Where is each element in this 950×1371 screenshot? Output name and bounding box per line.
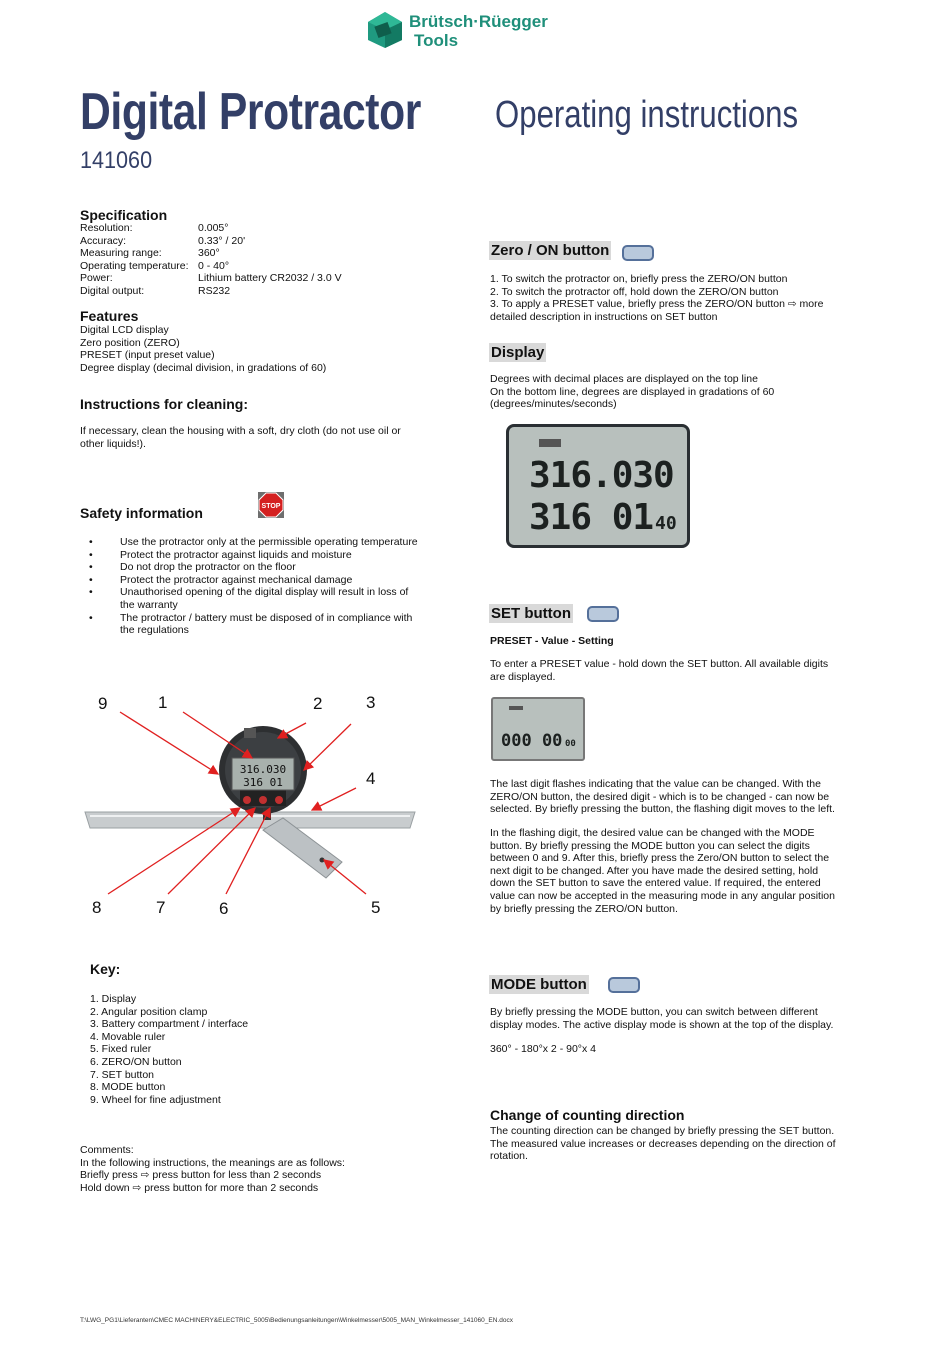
page-subtitle: Operating instructions: [495, 94, 799, 136]
spec-key: Resolution:: [80, 222, 133, 234]
list-item: 8. MODE button: [90, 1081, 166, 1094]
stop-sign-icon: [258, 492, 284, 518]
set-lcd-image: [491, 697, 585, 761]
list-item: • Protect the protractor against liquids and moisture: [80, 549, 425, 562]
list-item: • Unauthorised opening of the digital display will result in loss of the warranty: [80, 586, 425, 611]
set-lcd-seconds: 00: [565, 739, 576, 749]
stop-sign-label: STOP: [261, 503, 281, 510]
page-title: Digital Protractor: [80, 83, 421, 141]
set-lcd-digits: 000 00: [501, 731, 563, 751]
zero-on-heading: Zero / ON button: [491, 242, 610, 259]
list-item: Zero position (ZERO): [80, 336, 180, 349]
set-paragraph-2: The last digit flashes indicating that the value can be changed. With the ZERO/ON button, the desired digit - which is to be changed - can now be selected. By briefly pressing the button, the flashing digit moves to the left.: [490, 778, 835, 816]
list-item: PRESET (input preset value): [80, 349, 215, 362]
display-lcd-image: [506, 424, 690, 548]
spec-row: [80, 260, 440, 273]
spec-value: 0.33° / 20': [198, 234, 246, 247]
diagram-lcd-line1: 316.030: [239, 763, 287, 776]
list-item: 4. Movable ruler: [90, 1030, 166, 1043]
zero-on-button-icon: [622, 245, 654, 261]
callout-8: 8: [92, 898, 102, 917]
footer-path: T:\LWG_PG1\Lieferanten\CMEC MACHINERY&ELECTRIC_5005\Bedienungsanleitungen\Winkelmesser\5005_MAN_Winkelmesser_141060_EN.docx: [80, 1317, 513, 1324]
list-item: 7. SET button: [90, 1068, 155, 1081]
article-number: 141060: [80, 147, 153, 174]
spec-key: Measuring range:: [80, 247, 162, 260]
protractor-diagram: [80, 690, 430, 925]
spec-key: Accuracy:: [80, 234, 127, 247]
callout-2: 2: [313, 694, 323, 713]
spec-row: [80, 272, 440, 285]
set-paragraph-1: To enter a PRESET value - hold down the SET button. All available digits are displayed.: [490, 658, 829, 683]
mode-sequence: 360° - 180°x 2 - 90°x 4: [490, 1043, 596, 1055]
list-item: 6. ZERO/ON button: [90, 1055, 182, 1068]
list-item: 3. Battery compartment / interface: [90, 1018, 249, 1031]
lcd-seconds: 40: [655, 513, 677, 534]
spec-value: RS232: [198, 284, 231, 297]
display-heading: Display: [491, 344, 545, 361]
logo-cube-icon: [366, 10, 404, 50]
lcd-top-line: 316.030: [529, 455, 674, 496]
safety-list: [80, 536, 425, 637]
callout-3: 3: [366, 693, 376, 712]
comments-label: Comments:: [80, 1144, 134, 1156]
spec-row: [80, 222, 440, 235]
zero-on-line: 2. To switch the protractor off, hold down the ZERO/ON button: [490, 285, 779, 298]
display-text: [490, 373, 830, 411]
safety-heading: Safety information: [80, 505, 203, 521]
lcd-bottom-line: 316 01: [529, 497, 654, 538]
key-heading: Key:: [90, 961, 121, 977]
list-item: • Protect the protractor against mechanical damage: [80, 574, 425, 587]
callout-9: 9: [98, 694, 108, 713]
counting-heading: Change of counting direction: [490, 1107, 685, 1123]
specification-table: [80, 222, 440, 298]
spec-value: 0.005°: [198, 222, 229, 234]
callout-1: 1: [158, 693, 168, 712]
spec-row: [80, 247, 440, 260]
spec-value: 0 - 40°: [198, 259, 230, 272]
comments-block: [80, 1144, 420, 1194]
set-paragraph-3: In the flashing digit, the desired value can be changed with the MODE button. By briefly pressing the MODE button you can select the digits between 0 and 9. After this, briefly press the Zero/ON button to select the next digit to be changed. After you have made the desired setting, hold down the SET button to save the entered value. If required, the entered value can now be accepted in the measuring mode in any angular position by briefly pressing the ZERO/ON button.: [490, 827, 835, 915]
features-list: [80, 324, 440, 374]
mode-button-icon: [608, 977, 640, 993]
comments-line: Hold down ⇨ press button for more than 2 seconds: [80, 1181, 319, 1194]
set-heading: SET button: [491, 605, 571, 622]
spec-row: [80, 235, 440, 248]
list-item: • The protractor / battery must be disposed of in compliance with the regulations: [80, 612, 425, 637]
zero-on-line: 3. To apply a PRESET value, briefly press the ZERO/ON button ⇨ more detailed description in instructions on SET button: [490, 298, 824, 323]
set-button-icon: [587, 606, 619, 622]
comments-line: In the following instructions, the meanings are as follows:: [80, 1156, 345, 1169]
spec-key: Power:: [80, 272, 113, 285]
callout-4: 4: [366, 769, 376, 788]
spec-key: Operating temperature:: [80, 259, 189, 272]
list-item: Digital LCD display: [80, 324, 169, 336]
lcd-mode-indicator: [509, 706, 523, 710]
set-subheading: PRESET - Value - Setting: [490, 635, 614, 647]
company-logo: [366, 10, 566, 52]
mode-paragraph-1: By briefly pressing the MODE button, you can switch between different display modes. The active display mode is shown at the top of the display.: [490, 1006, 834, 1031]
diagram-lcd-line2: 316 01: [243, 776, 283, 789]
zero-on-line: 1. To switch the protractor on, briefly press the ZERO/ON button: [490, 273, 788, 285]
callout-6: 6: [219, 899, 229, 918]
mode-heading: MODE button: [491, 976, 587, 993]
cleaning-text: If necessary, clean the housing with a soft, dry cloth (do not use oil or other liquids!).: [80, 425, 401, 450]
spec-row: [80, 285, 440, 298]
list-item: 5. Fixed ruler: [90, 1043, 152, 1056]
display-line: Degrees with decimal places are displayed on the top line: [490, 373, 758, 385]
callout-5: 5: [371, 898, 381, 917]
lcd-mode-indicator: [539, 439, 561, 447]
zero-on-text: [490, 273, 842, 323]
list-item: 9. Wheel for fine adjustment: [90, 1093, 221, 1106]
list-item: 1. Display: [90, 993, 137, 1005]
list-item: 2. Angular position clamp: [90, 1005, 208, 1018]
logo-line1: Brütsch·Rüegger: [409, 12, 548, 31]
spec-value: 360°: [198, 247, 220, 260]
list-item: • Do not drop the protractor on the floor: [80, 561, 425, 574]
comments-line: Briefly press ⇨ press button for less than 2 seconds: [80, 1169, 322, 1182]
features-heading: Features: [80, 308, 139, 324]
callout-7: 7: [156, 898, 166, 917]
specification-heading: Specification: [80, 207, 168, 223]
key-list: [90, 993, 390, 1106]
logo-line2: Tools: [414, 31, 459, 50]
spec-key: Digital output:: [80, 284, 145, 297]
cleaning-heading: Instructions for cleaning:: [80, 396, 249, 412]
list-item: Degree display (decimal division, in gradations of 60): [80, 361, 327, 374]
counting-text: The counting direction can be changed by briefly pressing the SET button. The measured value increases or decreases depending on the direction of rotation.: [490, 1125, 836, 1163]
spec-value: Lithium battery CR2032 / 3.0 V: [198, 272, 342, 285]
list-item: • Use the protractor only at the permissible operating temperature: [80, 536, 425, 549]
display-line: On the bottom line, degrees are displayed in gradations of 60 (degrees/minutes/seconds): [490, 385, 775, 411]
